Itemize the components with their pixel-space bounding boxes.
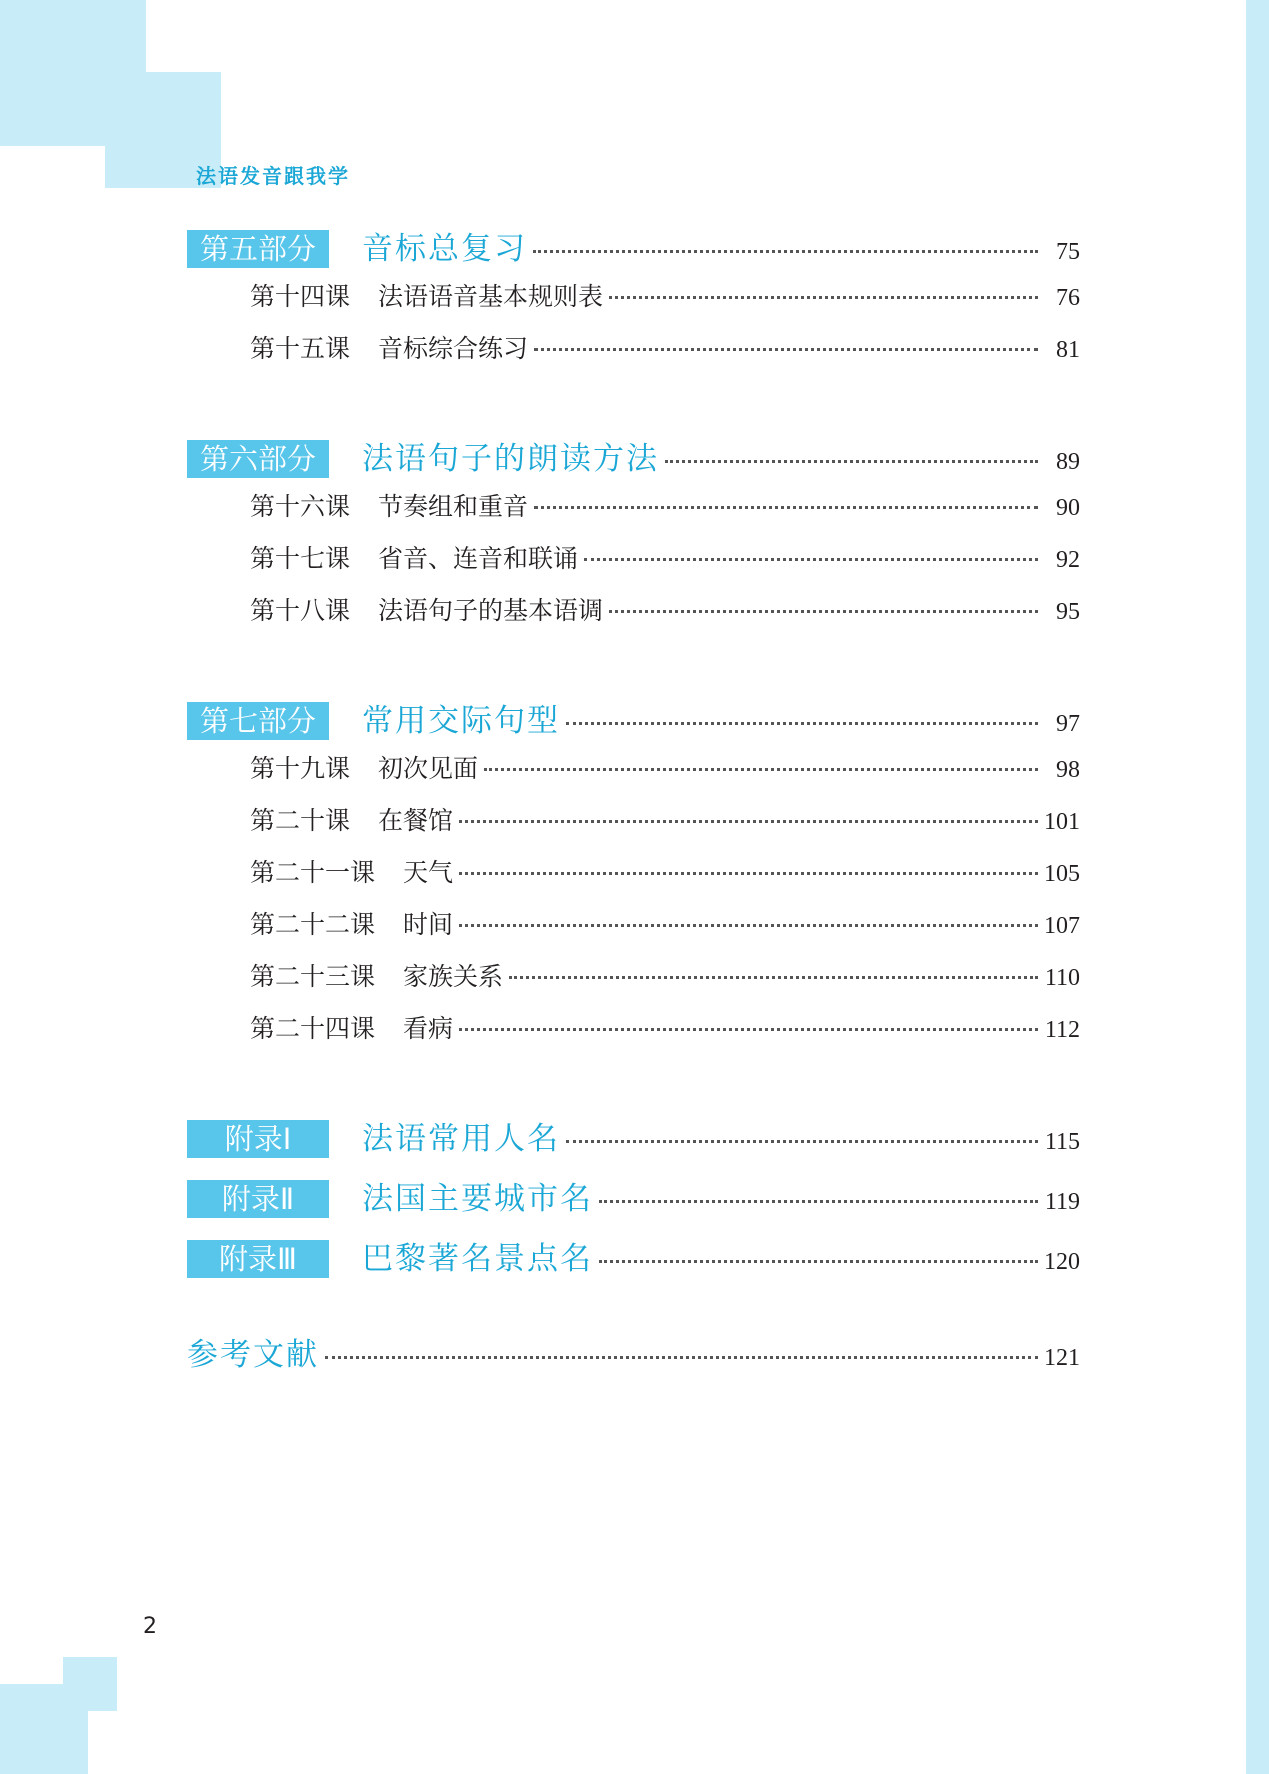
corner-decoration-bottom-inner — [63, 1657, 117, 1711]
leader-dots — [484, 768, 1038, 771]
lesson-number: 第十九课 — [250, 754, 351, 783]
page-ref: 97 — [1056, 711, 1080, 737]
toc-appendix[interactable] — [187, 1240, 1080, 1280]
leader-dots — [509, 976, 1038, 979]
lesson-number: 第十七课 — [250, 544, 351, 573]
leader-dots — [599, 1260, 1038, 1263]
toc-lesson[interactable] — [187, 284, 1080, 328]
toc-lesson[interactable] — [187, 1016, 1080, 1060]
page-ref: 115 — [1044, 1129, 1080, 1155]
page-ref: 120 — [1044, 1249, 1080, 1275]
lesson-title: 时间 — [403, 910, 454, 939]
toc-part — [187, 230, 1080, 380]
lesson-title: 法语句子的基本语调 — [378, 596, 604, 625]
lesson-number: 第十四课 — [250, 282, 351, 311]
lesson-title: 节奏组和重音 — [378, 492, 529, 521]
page-number: 2 — [143, 1614, 157, 1639]
page-ref: 110 — [1044, 965, 1080, 991]
appendix-title: 法国主要城市名 — [362, 1181, 593, 1217]
lesson-number: 第二十一课 — [250, 858, 376, 887]
lesson-number: 第十五课 — [250, 334, 351, 363]
page-ref: 105 — [1044, 861, 1080, 887]
lesson-number: 第二十四课 — [250, 1014, 376, 1043]
lesson-title: 初次见面 — [378, 754, 479, 783]
toc-appendix[interactable] — [187, 1180, 1080, 1220]
part-tag: 第五部分 — [187, 230, 329, 268]
leader-dots — [459, 1028, 1038, 1031]
part-title: 常用交际句型 — [362, 703, 560, 739]
part-title: 音标总复习 — [362, 231, 527, 267]
toc-lesson[interactable] — [187, 598, 1080, 642]
toc-appendices — [187, 1120, 1080, 1280]
page-ref: 75 — [1056, 239, 1080, 265]
leader-dots — [459, 872, 1038, 875]
leader-dots — [566, 722, 1038, 725]
appendix-tag: 附录Ⅱ — [187, 1180, 329, 1218]
appendix-title: 法语常用人名 — [362, 1121, 560, 1157]
page-ref: 90 — [1056, 495, 1080, 521]
leader-dots — [584, 558, 1038, 561]
running-title: 法语发音跟我学 — [196, 164, 350, 188]
leader-dots — [609, 296, 1038, 299]
toc-lesson[interactable] — [187, 808, 1080, 852]
page-ref: 121 — [1044, 1345, 1080, 1371]
lesson-title: 音标综合练习 — [378, 334, 529, 363]
toc-lesson[interactable] — [187, 546, 1080, 590]
page-ref: 112 — [1044, 1017, 1080, 1043]
lesson-title: 天气 — [403, 858, 454, 887]
toc-lesson[interactable] — [187, 494, 1080, 538]
leader-dots — [534, 348, 1038, 351]
edge-strip — [1246, 0, 1269, 1774]
leader-dots — [665, 460, 1038, 463]
leader-dots — [609, 610, 1038, 613]
page-ref: 98 — [1056, 757, 1080, 783]
leader-dots — [534, 506, 1038, 509]
toc-part-heading[interactable] — [187, 702, 1080, 742]
leader-dots — [533, 250, 1038, 253]
leader-dots — [599, 1200, 1038, 1203]
lesson-title: 省音、连音和联诵 — [378, 544, 579, 573]
lesson-title: 在餐馆 — [378, 806, 454, 835]
leader-dots — [459, 924, 1038, 927]
toc-part — [187, 702, 1080, 1060]
part-tag: 第七部分 — [187, 702, 329, 740]
lesson-title: 法语语音基本规则表 — [378, 282, 604, 311]
page-ref: 81 — [1056, 337, 1080, 363]
lesson-title: 家族关系 — [403, 962, 504, 991]
page-ref: 101 — [1044, 809, 1080, 835]
toc-part-heading[interactable] — [187, 230, 1080, 270]
references-title: 参考文献 — [187, 1337, 319, 1373]
toc-references[interactable] — [187, 1337, 1080, 1380]
lesson-number: 第十八课 — [250, 596, 351, 625]
appendix-tag: 附录Ⅰ — [187, 1120, 329, 1158]
lesson-number: 第二十课 — [250, 806, 351, 835]
page-ref: 92 — [1056, 547, 1080, 573]
lesson-number: 第二十三课 — [250, 962, 376, 991]
page-ref: 89 — [1056, 449, 1080, 475]
appendix-tag: 附录Ⅲ — [187, 1240, 329, 1278]
leader-dots — [566, 1140, 1038, 1143]
lesson-title: 看病 — [403, 1014, 454, 1043]
leader-dots — [325, 1356, 1038, 1359]
toc-lesson[interactable] — [187, 964, 1080, 1008]
toc-lesson[interactable] — [187, 860, 1080, 904]
lesson-number: 第十六课 — [250, 492, 351, 521]
table-of-contents — [187, 230, 1080, 1394]
toc-lesson[interactable] — [187, 756, 1080, 800]
page-ref: 95 — [1056, 599, 1080, 625]
page-ref: 107 — [1044, 913, 1080, 939]
page-ref: 76 — [1056, 285, 1080, 311]
toc-lesson[interactable] — [187, 912, 1080, 956]
toc-appendix[interactable] — [187, 1120, 1080, 1160]
toc-part — [187, 440, 1080, 642]
toc-part-heading[interactable] — [187, 440, 1080, 480]
leader-dots — [459, 820, 1038, 823]
part-tag: 第六部分 — [187, 440, 329, 478]
toc-lesson[interactable] — [187, 336, 1080, 380]
appendix-title: 巴黎著名景点名 — [362, 1241, 593, 1277]
part-title: 法语句子的朗读方法 — [362, 441, 659, 477]
lesson-number: 第二十二课 — [250, 910, 376, 939]
page-ref: 119 — [1044, 1189, 1080, 1215]
